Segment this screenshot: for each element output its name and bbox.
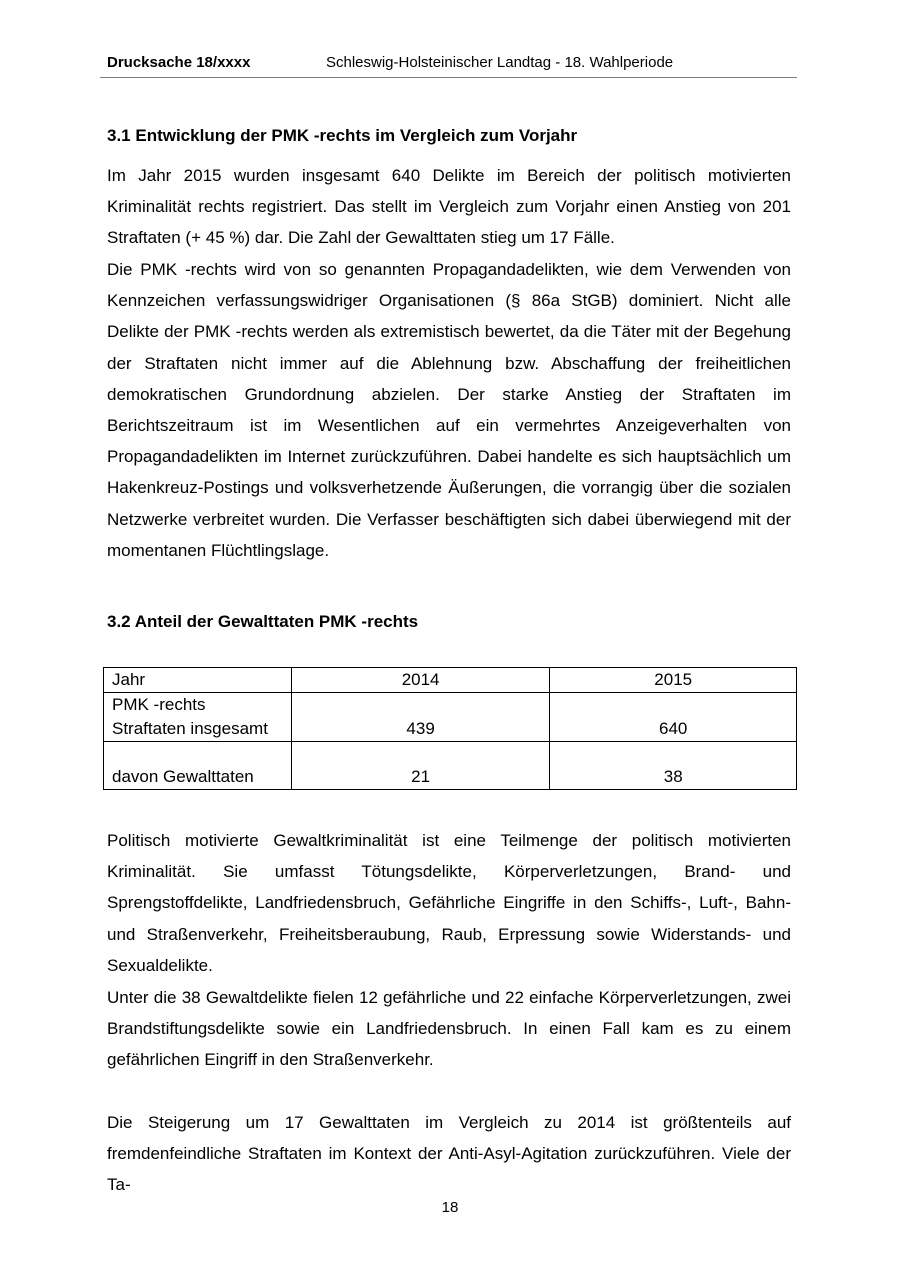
violence-statistics-table <box>103 667 797 790</box>
section-3-2-heading: 3.2 Anteil der Gewalttaten PMK -rechts <box>107 612 419 631</box>
table-violent-2014: 21 <box>291 742 550 790</box>
page-number: 18 <box>441 1199 459 1216</box>
table-header-row <box>104 668 797 693</box>
table-header-2015: 2015 <box>550 668 797 693</box>
section-3-1-paragraph-2: Die PMK -rechts wird von so genannten Propagandadelikten, wie dem Verwenden von Kennzeichen verfassungswidriger Organisationen (§ 86a StGB) dominiert. Nicht alle Delikte der PMK -rechts werden als extremistisch bewertet, da die Täter mit der Begehung der Straftaten nicht immer auf die Ablehnung bzw. Abschaffung der freiheitlichen demokratischen Grundordnung abzielen. Der starke Anstieg der Straftaten im Berichtszeitraum ist im Wesentlichen auf ein vermehrtes Anzeigeverhalten von Propagandadelikten im Internet zurückzuführen. Dabei handelte es sich hauptsächlich um Hakenkreuz-Postings und volksverhetzende Äußerungen, die vorrangig über die sozialen Netzwerke verbreitet wurden. Die Verfasser beschäftigten sich dabei überwiegend mit der momentanen Flüchtlingslage. <box>107 260 791 560</box>
document-reference: Drucksache 18/xxxx <box>107 54 251 71</box>
table-label-line-2: Straftaten insgesamt <box>112 719 268 738</box>
section-3-2-paragraph-3: Die Steigerung um 17 Gewalttaten im Vergleich zu 2014 ist größtenteils auf fremdenfeindliche Straftaten im Kontext der Anti-Asyl-Agitation zurückzuführen. Viele der Ta- <box>107 1113 791 1195</box>
table-header-2014: 2014 <box>291 668 550 693</box>
section-3-2-paragraph-1: Politisch motivierte Gewaltkriminalität ist eine Teilmenge der politisch motivierten Kriminalität. Sie umfasst Tötungsdelikte, Körperverletzungen, Brand- und Sprengstoffdelikte, Landfriedensbruch, Gefährliche Eingriffe in den Schiffs-, Luft-, Bahn- und Straßenverkehr, Freiheitsberaubung, Raub, Erpressung sowie Widerstands- und Sexualdelikte. <box>107 831 791 975</box>
section-3-1-heading: 3.1 Entwicklung der PMK -rechts im Vergleich zum Vorjahr <box>107 126 578 145</box>
table-label-total-offences <box>104 693 292 742</box>
table-label-violent-offences: davon Gewalttaten <box>104 742 292 790</box>
page-header <box>100 46 797 78</box>
section-3-1-paragraph-1: Im Jahr 2015 wurden insgesamt 640 Delikte im Bereich der politisch motivierten Kriminalität rechts registriert. Das stellt im Vergleich zum Vorjahr einen Anstieg von 201 Straftaten (+ 45 %) dar. Die Zahl der Gewalttaten stieg um 17 Fälle. <box>107 166 791 248</box>
table-total-2015: 640 <box>550 693 797 742</box>
table-row-total-offences <box>104 693 797 742</box>
table-header-year: Jahr <box>104 668 292 693</box>
table-label-line-1: PMK -rechts <box>112 695 206 714</box>
table-total-2014: 439 <box>291 693 550 742</box>
table-violent-2015: 38 <box>550 742 797 790</box>
document-title: Schleswig-Holsteinischer Landtag - 18. Wahlperiode <box>326 54 674 71</box>
table-row-violent-offences <box>104 742 797 790</box>
section-3-2-paragraph-2: Unter die 38 Gewaltdelikte fielen 12 gefährliche und 22 einfache Körperverletzungen, zwei Brandstiftungsdelikte sowie ein Landfriedensbruch. In einen Fall kam es zu einem gefährlichen Eingriff in den Straßenverkehr. <box>107 988 791 1070</box>
